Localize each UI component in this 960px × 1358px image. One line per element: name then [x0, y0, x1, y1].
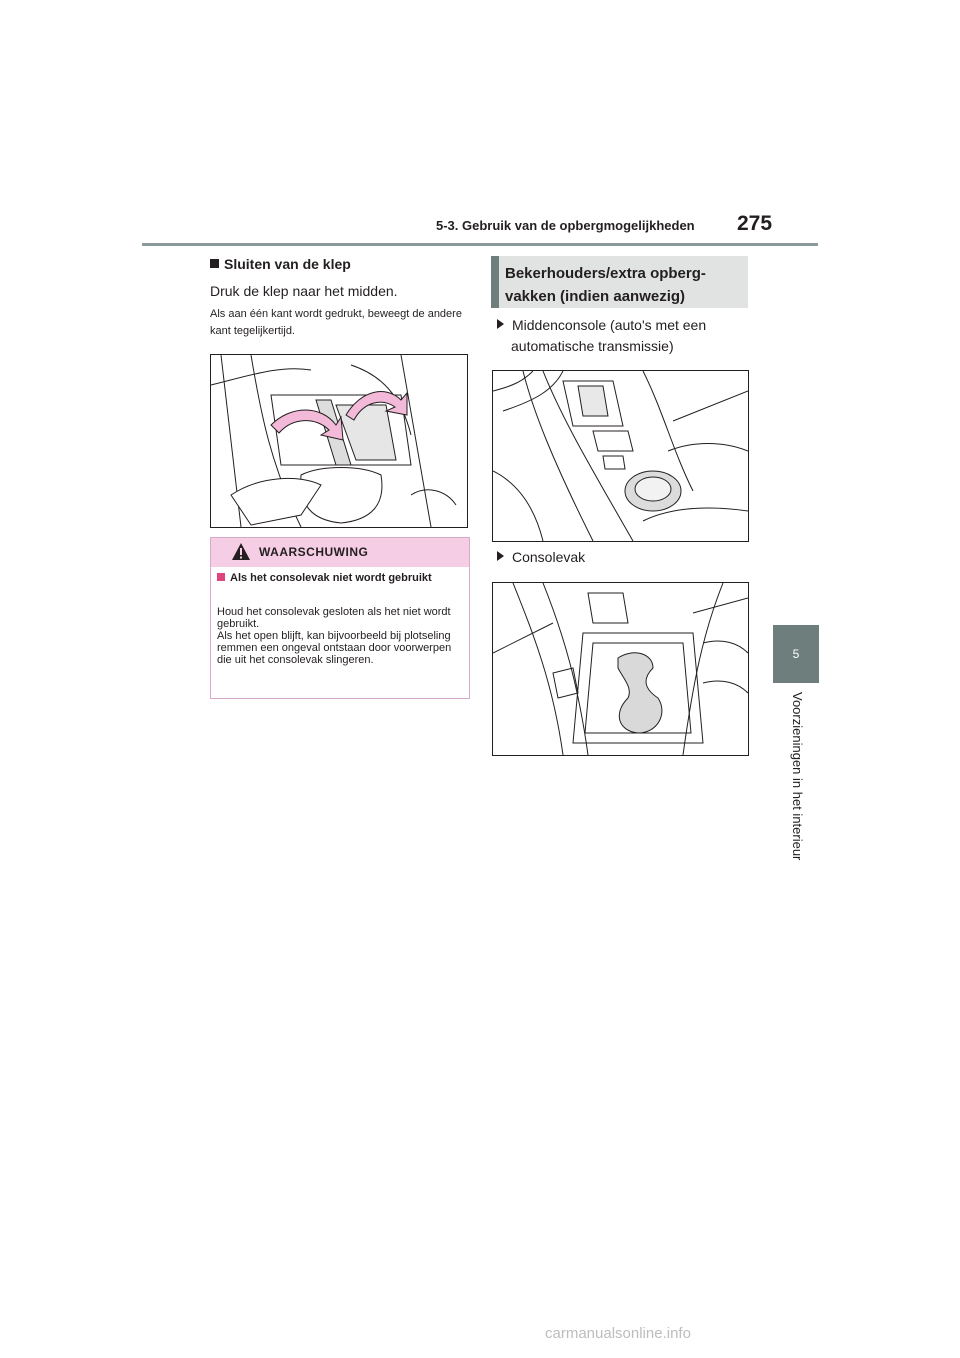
subheading-text: Sluiten van de klep	[224, 256, 351, 272]
illustration-console-compartment	[492, 582, 749, 756]
header-divider	[142, 243, 818, 246]
bullet-middenconsole	[497, 315, 747, 357]
triangle-bullet-icon	[497, 319, 504, 329]
chapter-tab-label: Voorzieningen in het interieur	[790, 692, 805, 861]
chapter-tab[interactable]: 5	[773, 625, 819, 683]
illustration-closing-lid	[210, 354, 468, 528]
section-heading: Bekerhouders/extra opberg- vakken (indien aanwezig)	[505, 265, 706, 305]
triangle-bullet-icon	[497, 551, 504, 561]
warning-subheading	[217, 572, 457, 584]
note-text: Als aan één kant wordt gedrukt, beweegt de andere kant tegelijkertijd.	[210, 308, 462, 337]
warning-header	[211, 538, 469, 567]
illustration-center-console	[492, 370, 749, 542]
subheading	[210, 256, 351, 272]
warning-title: WAARSCHUWING	[259, 545, 369, 559]
section-heading-box	[491, 256, 748, 308]
bullet-line-1: Middenconsole (auto's met een	[512, 317, 707, 333]
square-bullet-icon	[210, 259, 219, 268]
body-text: Druk de klep naar het midden.	[210, 283, 398, 299]
header-section-title: 5-3. Gebruik van de opbergmogelijkheden	[436, 218, 695, 233]
warning-text: Houd het consolevak gesloten als het niet wordt gebruikt. Als het open blijft, kan bijvoorbeeld bij plotseling remmen een ongeval ontstaan door voorwerpen die uit het consolevak slingeren.	[217, 606, 452, 666]
warning-box	[210, 537, 470, 699]
warning-subheading-text: Als het consolevak niet wordt gebruikt	[230, 572, 432, 584]
page-number: 275	[737, 212, 773, 235]
bullet-consolevak	[497, 547, 585, 568]
warning-triangle-icon	[231, 542, 251, 562]
square-bullet-icon	[217, 573, 225, 581]
bullet-line-2: automatische transmissie)	[511, 338, 674, 354]
watermark: carmanualsonline.info	[545, 1325, 691, 1342]
bullet-text: Consolevak	[512, 549, 586, 565]
